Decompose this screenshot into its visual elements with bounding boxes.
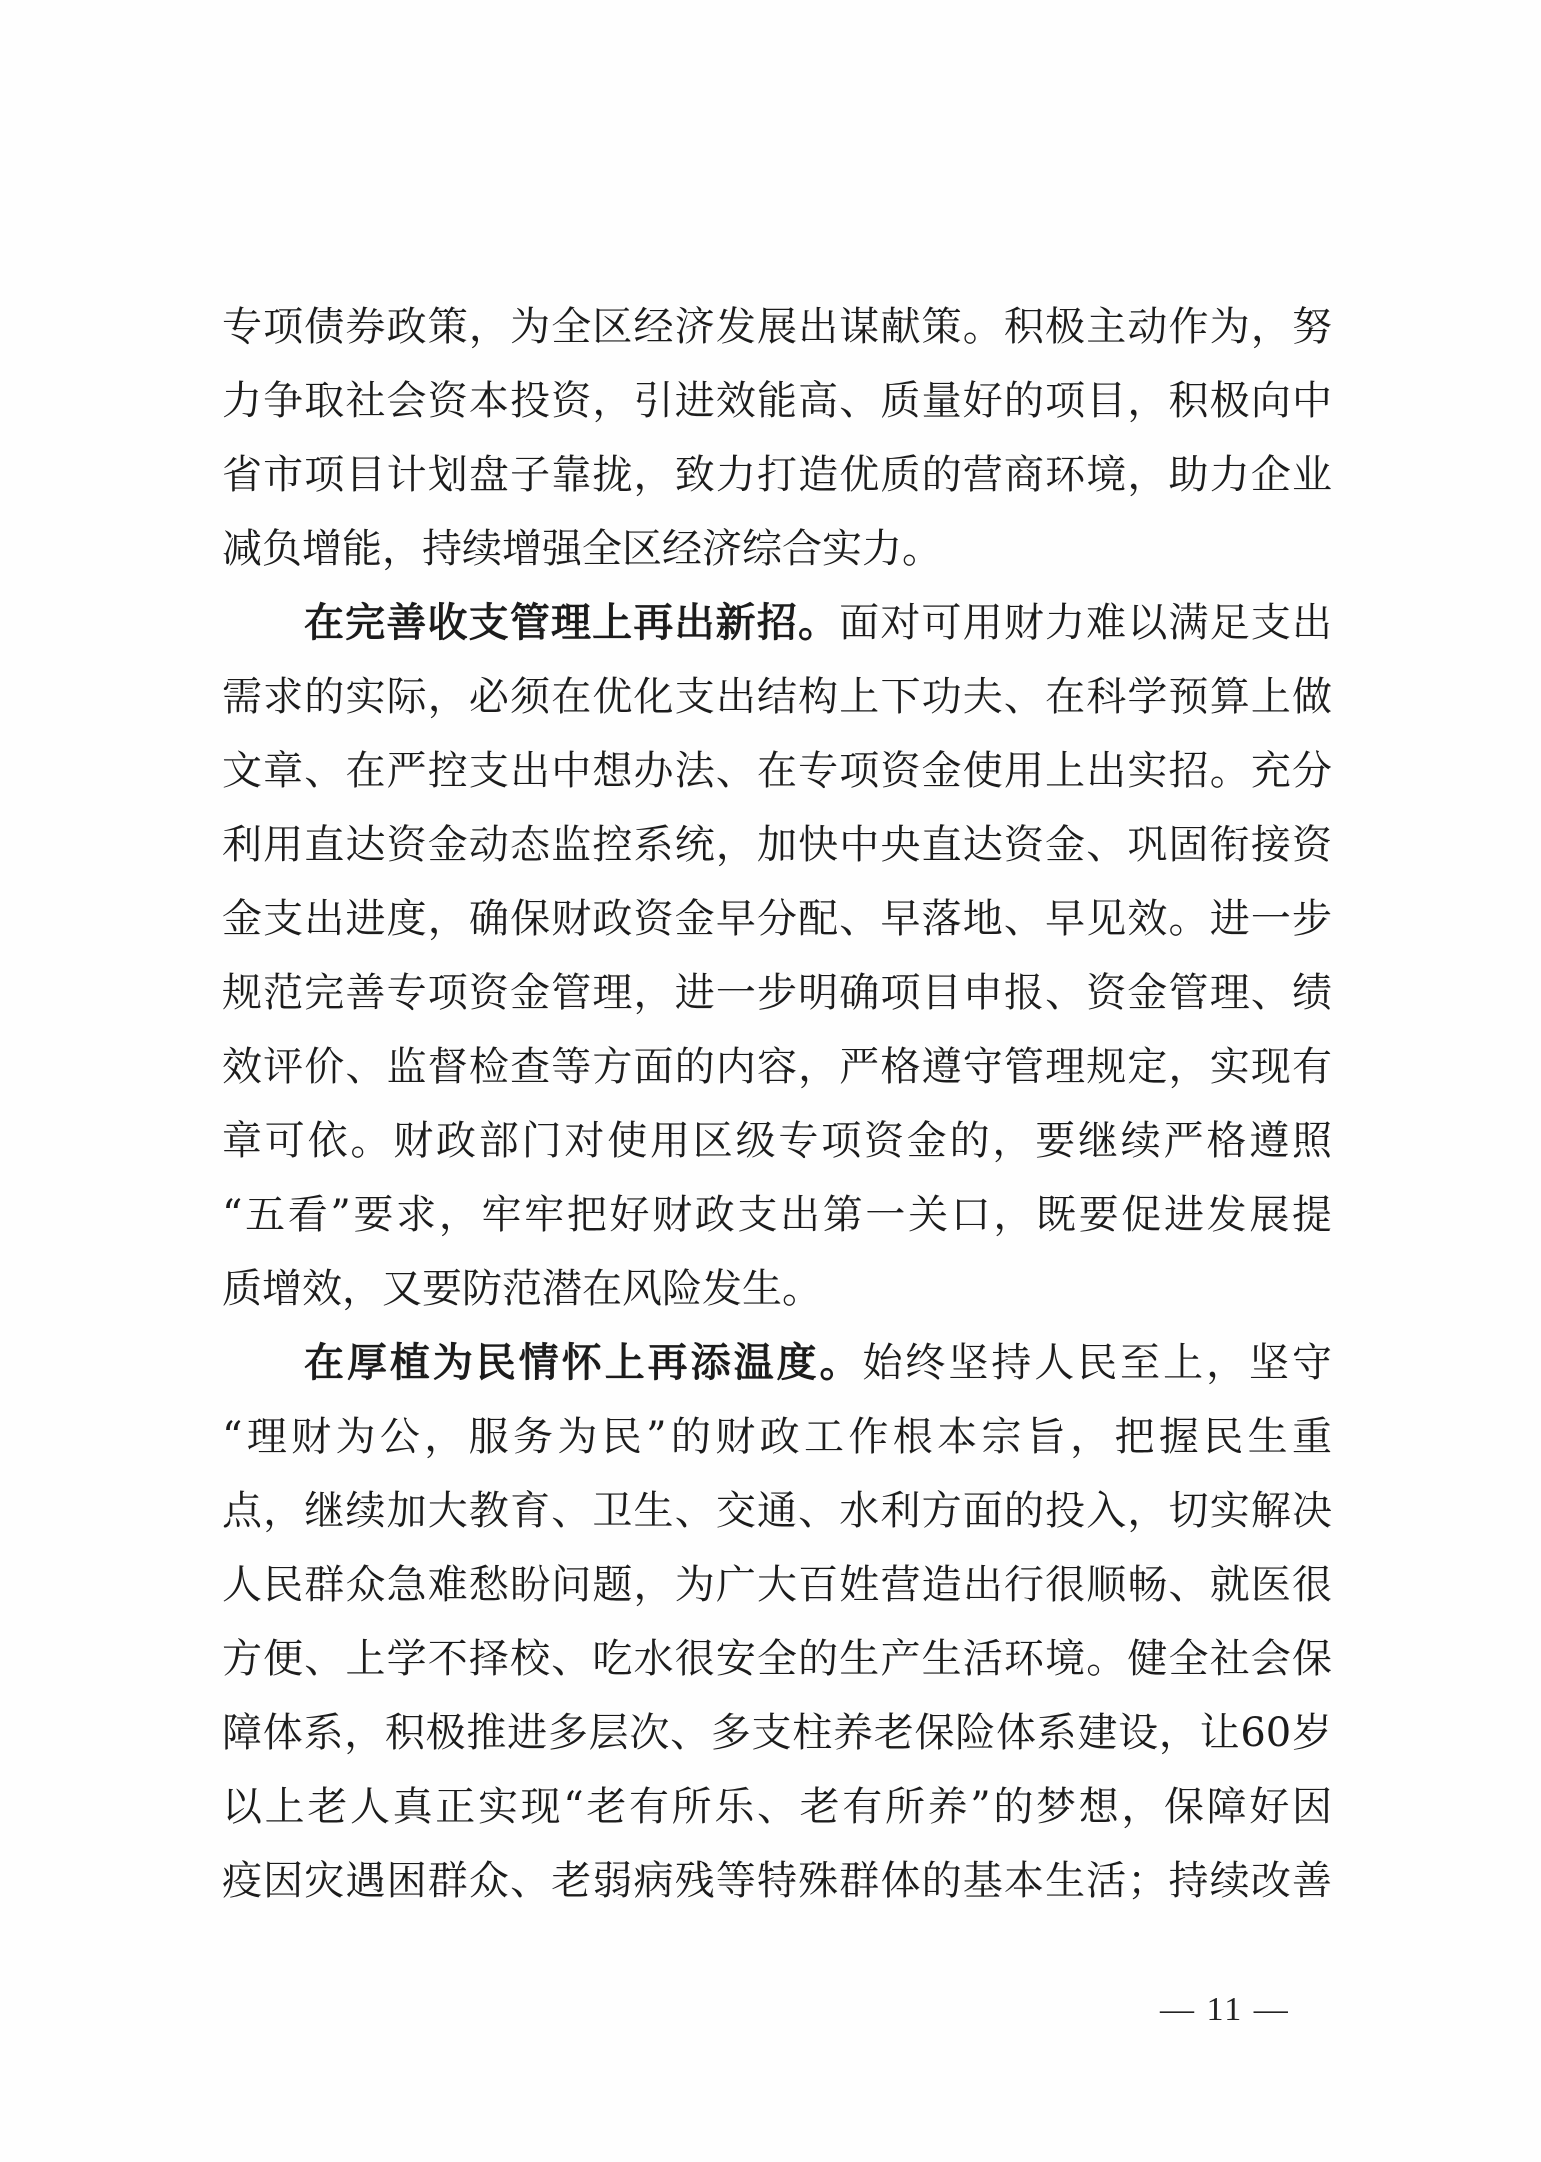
text-line: 以上老人真正实现“老有所乐、老有所养”的梦想，保障好因 xyxy=(222,1784,1332,1830)
text-line: 利用直达资金动态监控系统，加快中央直达资金、巩固衔接资 xyxy=(222,822,1332,868)
text-line: 疫因灾遇困群众、老弱病残等特殊群体的基本生活；持续改善 xyxy=(222,1858,1332,1904)
text-line: 方便、上学不择校、吃水很安全的生产生活环境。健全社会保 xyxy=(222,1636,1332,1682)
text-line: 减负增能，持续增强全区经济综合实力。 xyxy=(222,526,942,572)
text-line: 省市项目计划盘子靠拢，致力打造优质的营商环境，助力企业 xyxy=(222,452,1332,498)
text-line: 文章、在严控支出中想办法、在专项资金使用上出实招。充分 xyxy=(222,748,1332,794)
text-line: 障体系，积极推进多层次、多支柱养老保险体系建设，让60岁 xyxy=(222,1710,1332,1756)
page-number: — 11 — xyxy=(1160,1991,1290,2028)
text-line xyxy=(222,1326,1332,1400)
text-line: 章可依。财政部门对使用区级专项资金的，要继续严格遵照 xyxy=(222,1118,1332,1164)
text-line: 需求的实际，必须在优化支出结构上下功夫、在科学预算上做 xyxy=(222,674,1332,720)
section-heading: 在厚植为民情怀上再添温度。 xyxy=(304,1339,863,1386)
section-heading: 在完善收支管理上再出新招。 xyxy=(304,599,840,646)
text-line: 规范完善专项资金管理，进一步明确项目申报、资金管理、绩 xyxy=(222,970,1332,1016)
text-line: 专项债券政策，为全区经济发展出谋献策。积极主动作为，努 xyxy=(222,304,1332,350)
text-span: 始终坚持人民至上，坚守 xyxy=(862,1340,1333,1386)
text-line: 点，继续加大教育、卫生、交通、水利方面的投入，切实解决 xyxy=(222,1488,1332,1534)
paragraph-3 xyxy=(222,1326,1332,1918)
text-line: 金支出进度，确保财政资金早分配、早落地、早见效。进一步 xyxy=(222,896,1332,942)
text-line: 力争取社会资本投资，引进效能高、质量好的项目，积极向中 xyxy=(222,378,1332,424)
text-line: 人民群众急难愁盼问题，为广大百姓营造出行很顺畅、就医很 xyxy=(222,1562,1332,1608)
text-line: “五看”要求，牢牢把好财政支出第一关口，既要促进发展提 xyxy=(222,1192,1332,1238)
paragraph-2 xyxy=(222,586,1332,1326)
body-text xyxy=(222,290,1332,1918)
text-line: “理财为公，服务为民”的财政工作根本宗旨，把握民生重 xyxy=(222,1414,1332,1460)
text-line xyxy=(222,586,1332,660)
text-span: 面对可用财力难以满足支出 xyxy=(839,600,1333,646)
text-line: 质增效，又要防范潜在风险发生。 xyxy=(222,1266,822,1312)
paragraph-1 xyxy=(222,290,1332,586)
text-line: 效评价、监督检查等方面的内容，严格遵守管理规定，实现有 xyxy=(222,1044,1332,1090)
